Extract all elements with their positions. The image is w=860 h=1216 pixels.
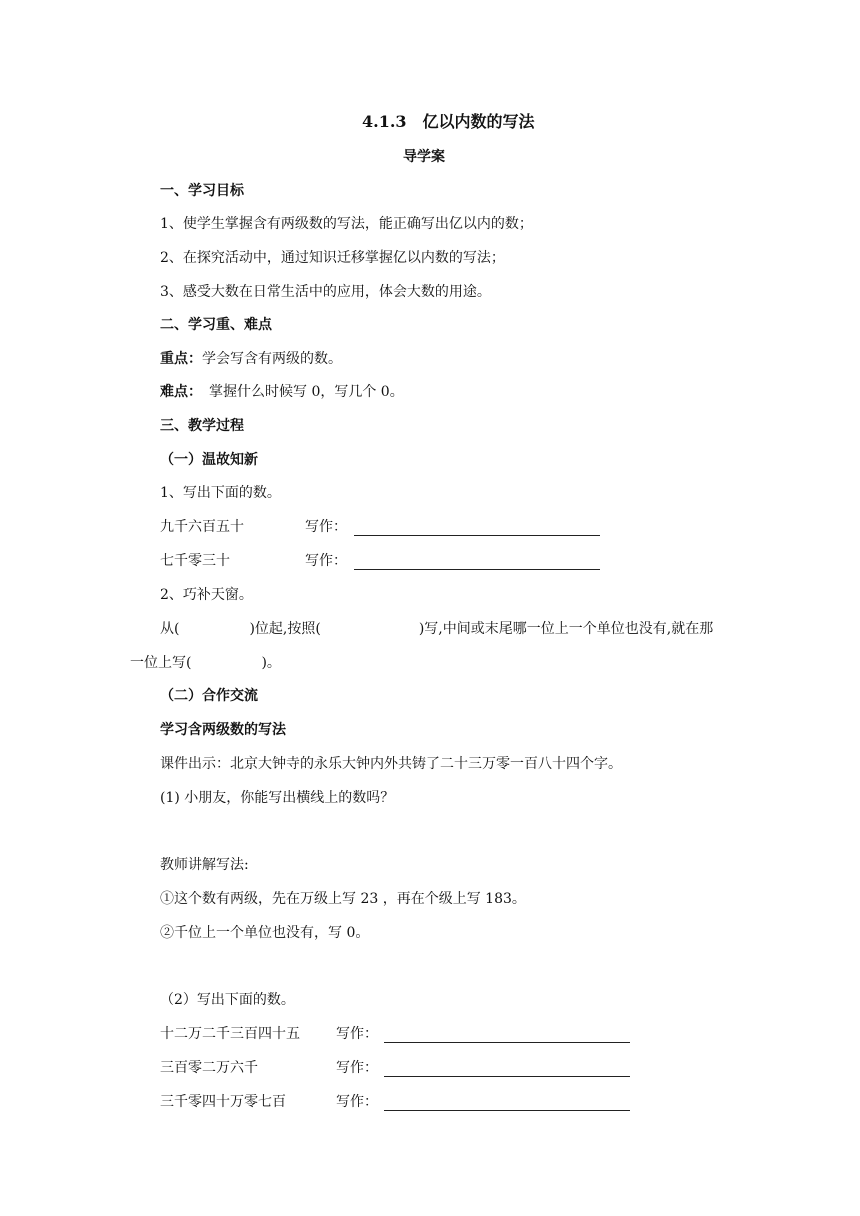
teacher-explain: 教师讲解写法: <box>160 857 249 873</box>
write-label: 写作： <box>305 519 347 535</box>
write-label: 写作： <box>305 553 347 569</box>
answer-blank[interactable] <box>354 569 600 570</box>
goal-item: 1、使学生掌握含有两级数的写法，能正确写出亿以内的数； <box>160 216 533 232</box>
hard-point <box>160 382 404 402</box>
answer-blank[interactable] <box>354 535 600 536</box>
section2-heading: 二、学习重、难点 <box>160 317 272 333</box>
number-words: 九千六百五十 <box>160 519 244 535</box>
goal-item: 3、感受大数在日常生活中的应用，体会大数的用途。 <box>160 284 491 300</box>
number-words: 三百零二万六千 <box>160 1060 258 1076</box>
part2-question2: （2）写出下面的数。 <box>160 992 295 1008</box>
part2-heading: （二）合作交流 <box>160 688 258 704</box>
write-label: 写作： <box>336 1026 378 1042</box>
part2-subheading: 学习含两级数的写法 <box>160 722 286 738</box>
part1-question2: 2、巧补天窗。 <box>160 587 253 603</box>
answer-blank[interactable] <box>384 1110 630 1111</box>
key-point <box>160 349 342 369</box>
number-words: 十二万二千三百四十五 <box>160 1026 300 1042</box>
write-label: 写作： <box>336 1060 378 1076</box>
number-words: 三千零四十万零七百 <box>160 1094 286 1110</box>
part1-heading: （一）温故知新 <box>160 452 258 468</box>
goal-item: 2、在探究活动中，通过知识迁移掌握亿以内数的写法； <box>160 250 505 266</box>
hard-point-text: 掌握什么时候写 0，写几个 0。 <box>195 384 404 400</box>
write-label: 写作： <box>336 1094 378 1110</box>
key-point-text: 学会写含有两级的数。 <box>202 351 342 367</box>
explain-step: ①这个数有两级，先在万级上写 23 ，再在个级上写 183。 <box>160 891 526 907</box>
section1-heading: 一、学习目标 <box>160 183 244 199</box>
number-words: 七千零三十 <box>160 553 230 569</box>
part2-question1: (1) 小朋友，你能写出横线上的数吗？ <box>160 790 395 806</box>
part1-question1: 1、写出下面的数。 <box>160 485 281 501</box>
key-point-label: 重点： <box>160 351 202 367</box>
courseware-intro: 课件出示：北京大钟寺的永乐大钟内外共铸了二十三万零一百八十四个字。 <box>160 756 622 772</box>
answer-blank[interactable] <box>384 1042 630 1043</box>
fill-in-sentence: 从( )位起,按照( )写,中间或末尾哪一位上一个单位也没有,就在那 <box>160 621 714 637</box>
doc-subtitle: 导学案 <box>403 149 445 165</box>
section3-heading: 三、教学过程 <box>160 418 244 434</box>
hard-point-label: 难点： <box>160 384 195 400</box>
fill-in-sentence-cont: 一位上写( )。 <box>130 655 281 671</box>
explain-step: ②千位上一个单位也没有，写 0。 <box>160 925 370 941</box>
answer-blank[interactable] <box>384 1076 630 1077</box>
doc-title: 4.1.3 亿以内数的写法 <box>362 112 535 131</box>
